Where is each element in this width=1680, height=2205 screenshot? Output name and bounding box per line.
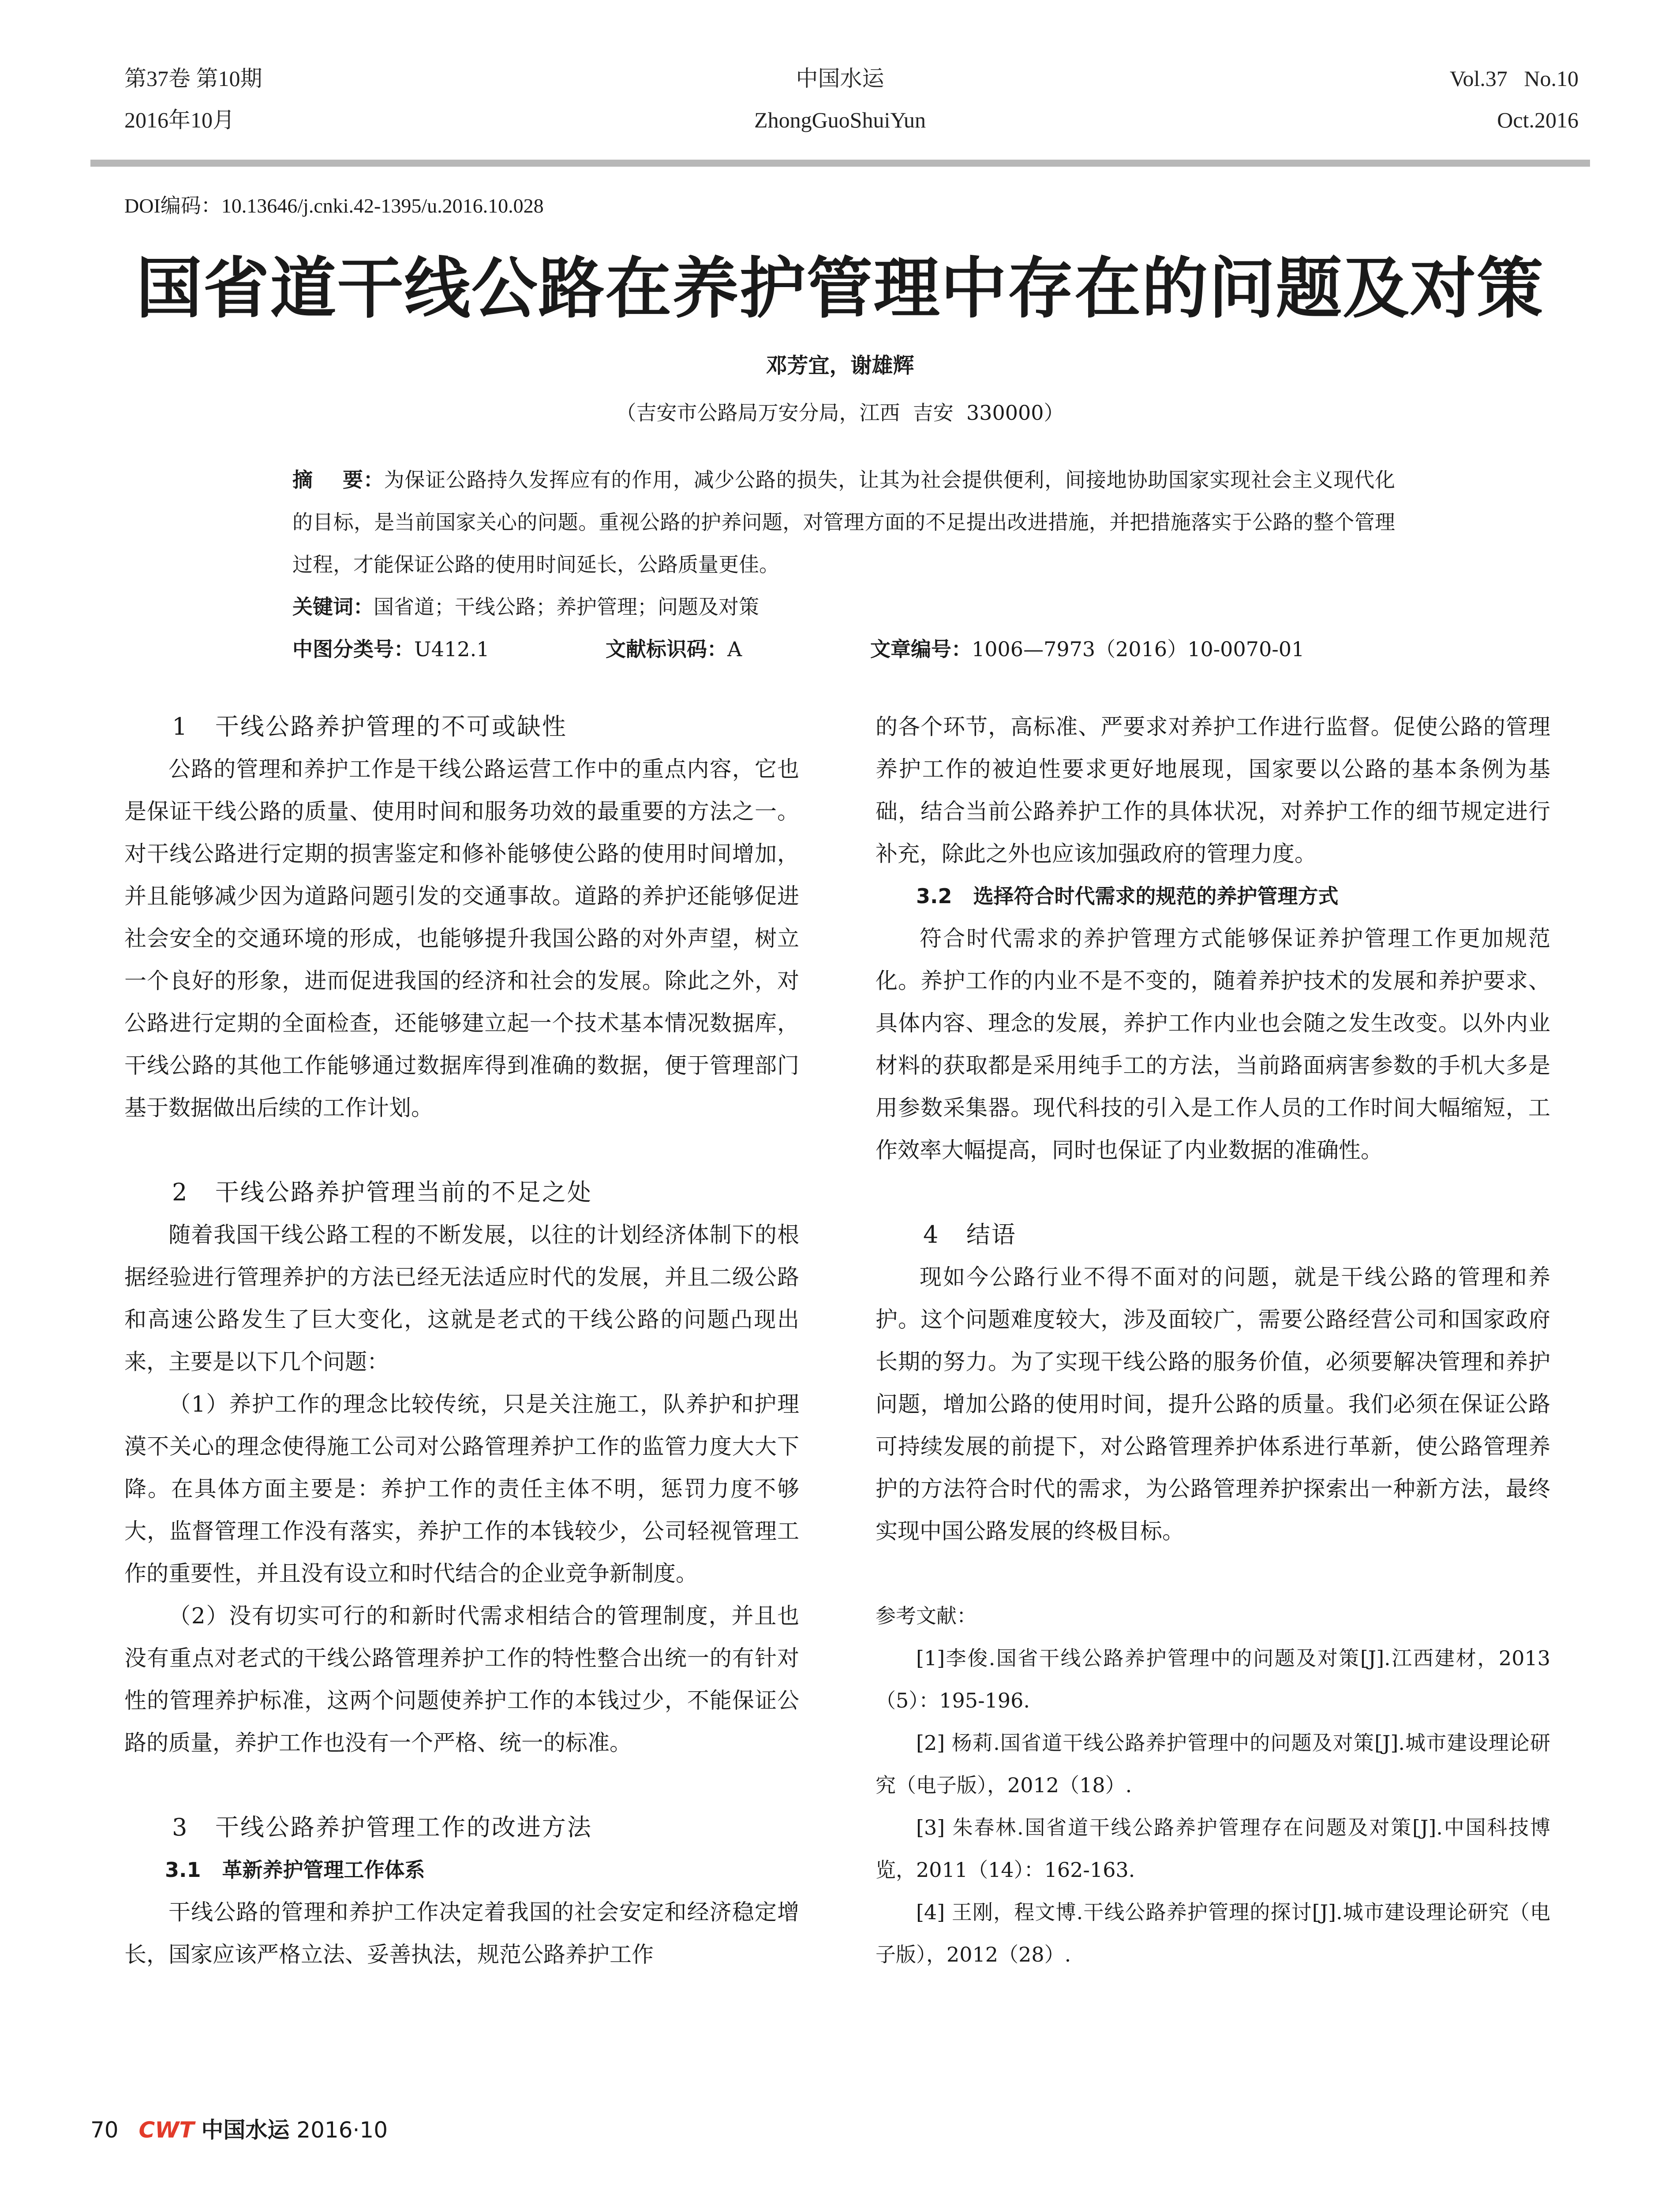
reference-item: [3] 朱春林.国省道干线公路养护管理存在问题及对策[J].中国科技博览，2011（14）：162-163. xyxy=(876,1816,1550,1882)
header-volume-en: Vol.37 No.10 xyxy=(1449,66,1579,91)
reference-item: [4] 王刚，程文博.干线公路养护管理的探讨[J].城市建设理论研究（电子版），2012（28）. xyxy=(876,1900,1550,1966)
references xyxy=(876,1595,1550,1976)
section-2-paragraph-2: （1）养护工作的理念比较传统，只是关注施工，队养护和护理漠不关心的理念使得施工公司对公路管理养护工作的监管力度大大下降。在具体方面主要是：养护工作的责任主体不明，惩罚力度不够大，监督管理工作没有落实，养护工作的本钱较少，公司轻视管理工作的重要性，并且没有设立和时代结合的企业竞争新制度。 xyxy=(124,1391,799,1586)
keywords: 国省道；干线公路；养护管理；问题及对策 xyxy=(374,595,759,619)
section-3-1-continuation: 的各个环节，高标准、严要求对养护工作进行监督。促使公路的管理养护工作的被迫性要求更好地展现，国家要以公路的基本条例为基础，结合当前公路养护工作的具体状况，对养护工作的细节规定进行补充，除此之外也应该加强政府的管理力度。 xyxy=(876,714,1550,867)
keywords-label: 关键词： xyxy=(292,595,374,619)
classification-line xyxy=(292,628,1304,670)
right-column xyxy=(876,706,1550,1976)
header-date-en: Oct.2016 xyxy=(1497,108,1579,132)
footer-journal: 中国水运 xyxy=(201,2117,290,2143)
header-volume-cn: 第37卷 第10期 xyxy=(124,66,262,91)
cwt-logo: CWT xyxy=(138,2117,195,2143)
affiliation: （吉安市公路局万安分局，江西 吉安 330000） xyxy=(616,401,1064,425)
section-3-heading: 3 干线公路养护管理工作的改进方法 xyxy=(172,1813,592,1841)
section-3-1-paragraph: 干线公路的管理和养护工作决定着我国的社会安定和经济稳定增长，国家应该严格立法、妥善执法，规范公路养护工作 xyxy=(124,1899,799,1967)
article-label: 文章编号： xyxy=(870,637,972,661)
section-2-paragraph-1: 随着我国干线公路工程的不断发展，以往的计划经济体制下的根据经验进行管理养护的方法已经无法适应时代的发展，并且二级公路和高速公路发生了巨大变化，这就是老式的干线公路的问题凸现出来，主要是以下几个问题： xyxy=(124,1222,799,1375)
section-2-paragraph-3: （2）没有切实可行的和新时代需求相结合的管理制度，并且也没有重点对老式的干线公路管理养护工作的特性整合出统一的有针对性的管理养护标准，这两个问题使养护工作的本钱过少，不能保证公路的质量，养护工作也没有一个严格、统一的标准。 xyxy=(124,1603,799,1756)
doccode-label: 文献标识码： xyxy=(606,637,727,661)
section-4-heading: 4 结语 xyxy=(923,1221,1017,1248)
header-journal-cn: 中国水运 xyxy=(796,66,884,91)
section-1-paragraph: 公路的管理和养护工作是干线公路运营工作中的重点内容，它也是保证干线公路的质量、使用时间和服务功效的最重要的方法之一。对干线公路进行定期的损害鉴定和修补能够使公路的使用时间增加，并且能够减少因为道路问题引发的交通事故。道路的养护还能够促进社会安全的交通环境的形成，也能够提升我国公路的对外声望，树立一个良好的形象，进而促进我国的经济和社会的发展。除此之外，对公路进行定期的全面检查，还能够建立起一个技术基本情况数据库，干线公路的其他工作能够通过数据库得到准确的数据，便于管理部门基于数据做出后续的工作计划。 xyxy=(124,756,799,1121)
header-rule xyxy=(90,160,1590,167)
clc-label: 中图分类号： xyxy=(292,637,414,661)
left-column xyxy=(124,706,799,1976)
doccode-value: A xyxy=(727,637,742,661)
keywords-line xyxy=(292,586,1395,628)
doi-line: DOI编码：10.13646/j.cnki.42-1395/u.2016.10.028 xyxy=(124,194,544,217)
header-journal-pinyin: ZhongGuoShuiYun xyxy=(754,108,926,132)
section-4-paragraph: 现如今公路行业不得不面对的问题，就是干线公路的管理和养护。这个问题难度较大，涉及面较广，需要公路经营公司和国家政府长期的努力。为了实现干线公路的服务价值，必须要解决管理和养护问题，增加公路的使用时间，提升公路的质量。我们必须在保证公路可持续发展的前提下，对公路管理养护体系进行革新，使公路管理养护的方法符合时代的需求，为公路管理养护探索出一种新方法，最终实现中国公路发展的终极目标。 xyxy=(876,1264,1550,1544)
section-1-heading: 1 干线公路养护管理的不可或缺性 xyxy=(172,713,567,740)
clc-value: U412.1 xyxy=(414,637,490,661)
section-3-2-paragraph: 符合时代需求的养护管理方式能够保证养护管理工作更加规范化。养护工作的内业不是不变的，随着养护技术的发展和养护要求、具体内容、理念的发展，养护工作内业也会随之发生改变。以外内业材料的获取都是采用纯手工的方法，当前路面病害参数的手机大多是用参数采集器。现代科技的引入是工作人员的工作时间大幅缩短，工作效率大幅提高，同时也保证了内业数据的准确性。 xyxy=(876,926,1550,1163)
footer-issue: 2016·10 xyxy=(296,2117,388,2143)
page-number: 70 xyxy=(90,2117,119,2143)
header-date-cn: 2016年10月 xyxy=(124,108,235,132)
section-3-1-heading: 3.1 革新养护管理工作体系 xyxy=(165,1858,425,1882)
page-footer xyxy=(90,2112,388,2144)
abstract xyxy=(292,459,1395,628)
reference-item: [2] 杨莉.国省道干线公路养护管理中的问题及对策[J].城市建设理论研究（电子版），2012（18）. xyxy=(876,1731,1550,1797)
article-number: 1006—7973（2016）10-0070-01 xyxy=(972,637,1305,661)
abstract-label: 摘 要： xyxy=(292,468,384,492)
section-2-heading: 2 干线公路养护管理当前的不足之处 xyxy=(172,1178,592,1206)
reference-item: [1]李俊.国省干线公路养护管理中的问题及对策[J].江西建材，2013（5）：195-196. xyxy=(876,1646,1550,1712)
references-heading: 参考文献： xyxy=(876,1604,977,1628)
authors: 邓芳宜，谢雄辉 xyxy=(766,353,914,378)
abstract-text: 为保证公路持久发挥应有的作用，减少公路的损失，让其为社会提供便利，间接地协助国家实现社会主义现代化的目标，是当前国家关心的问题。重视公路的护养问题，对管理方面的不足提出改进措施，并把措施落实于公路的整个管理过程，才能保证公路的使用时间延长，公路质量更佳。 xyxy=(292,468,1396,576)
paper-title: 国省道干线公路在养护管理中存在的问题及对策 xyxy=(136,250,1544,327)
section-3-2-heading: 3.2 选择符合时代需求的规范的养护管理方式 xyxy=(916,884,1339,908)
abstract-body xyxy=(292,459,1395,586)
